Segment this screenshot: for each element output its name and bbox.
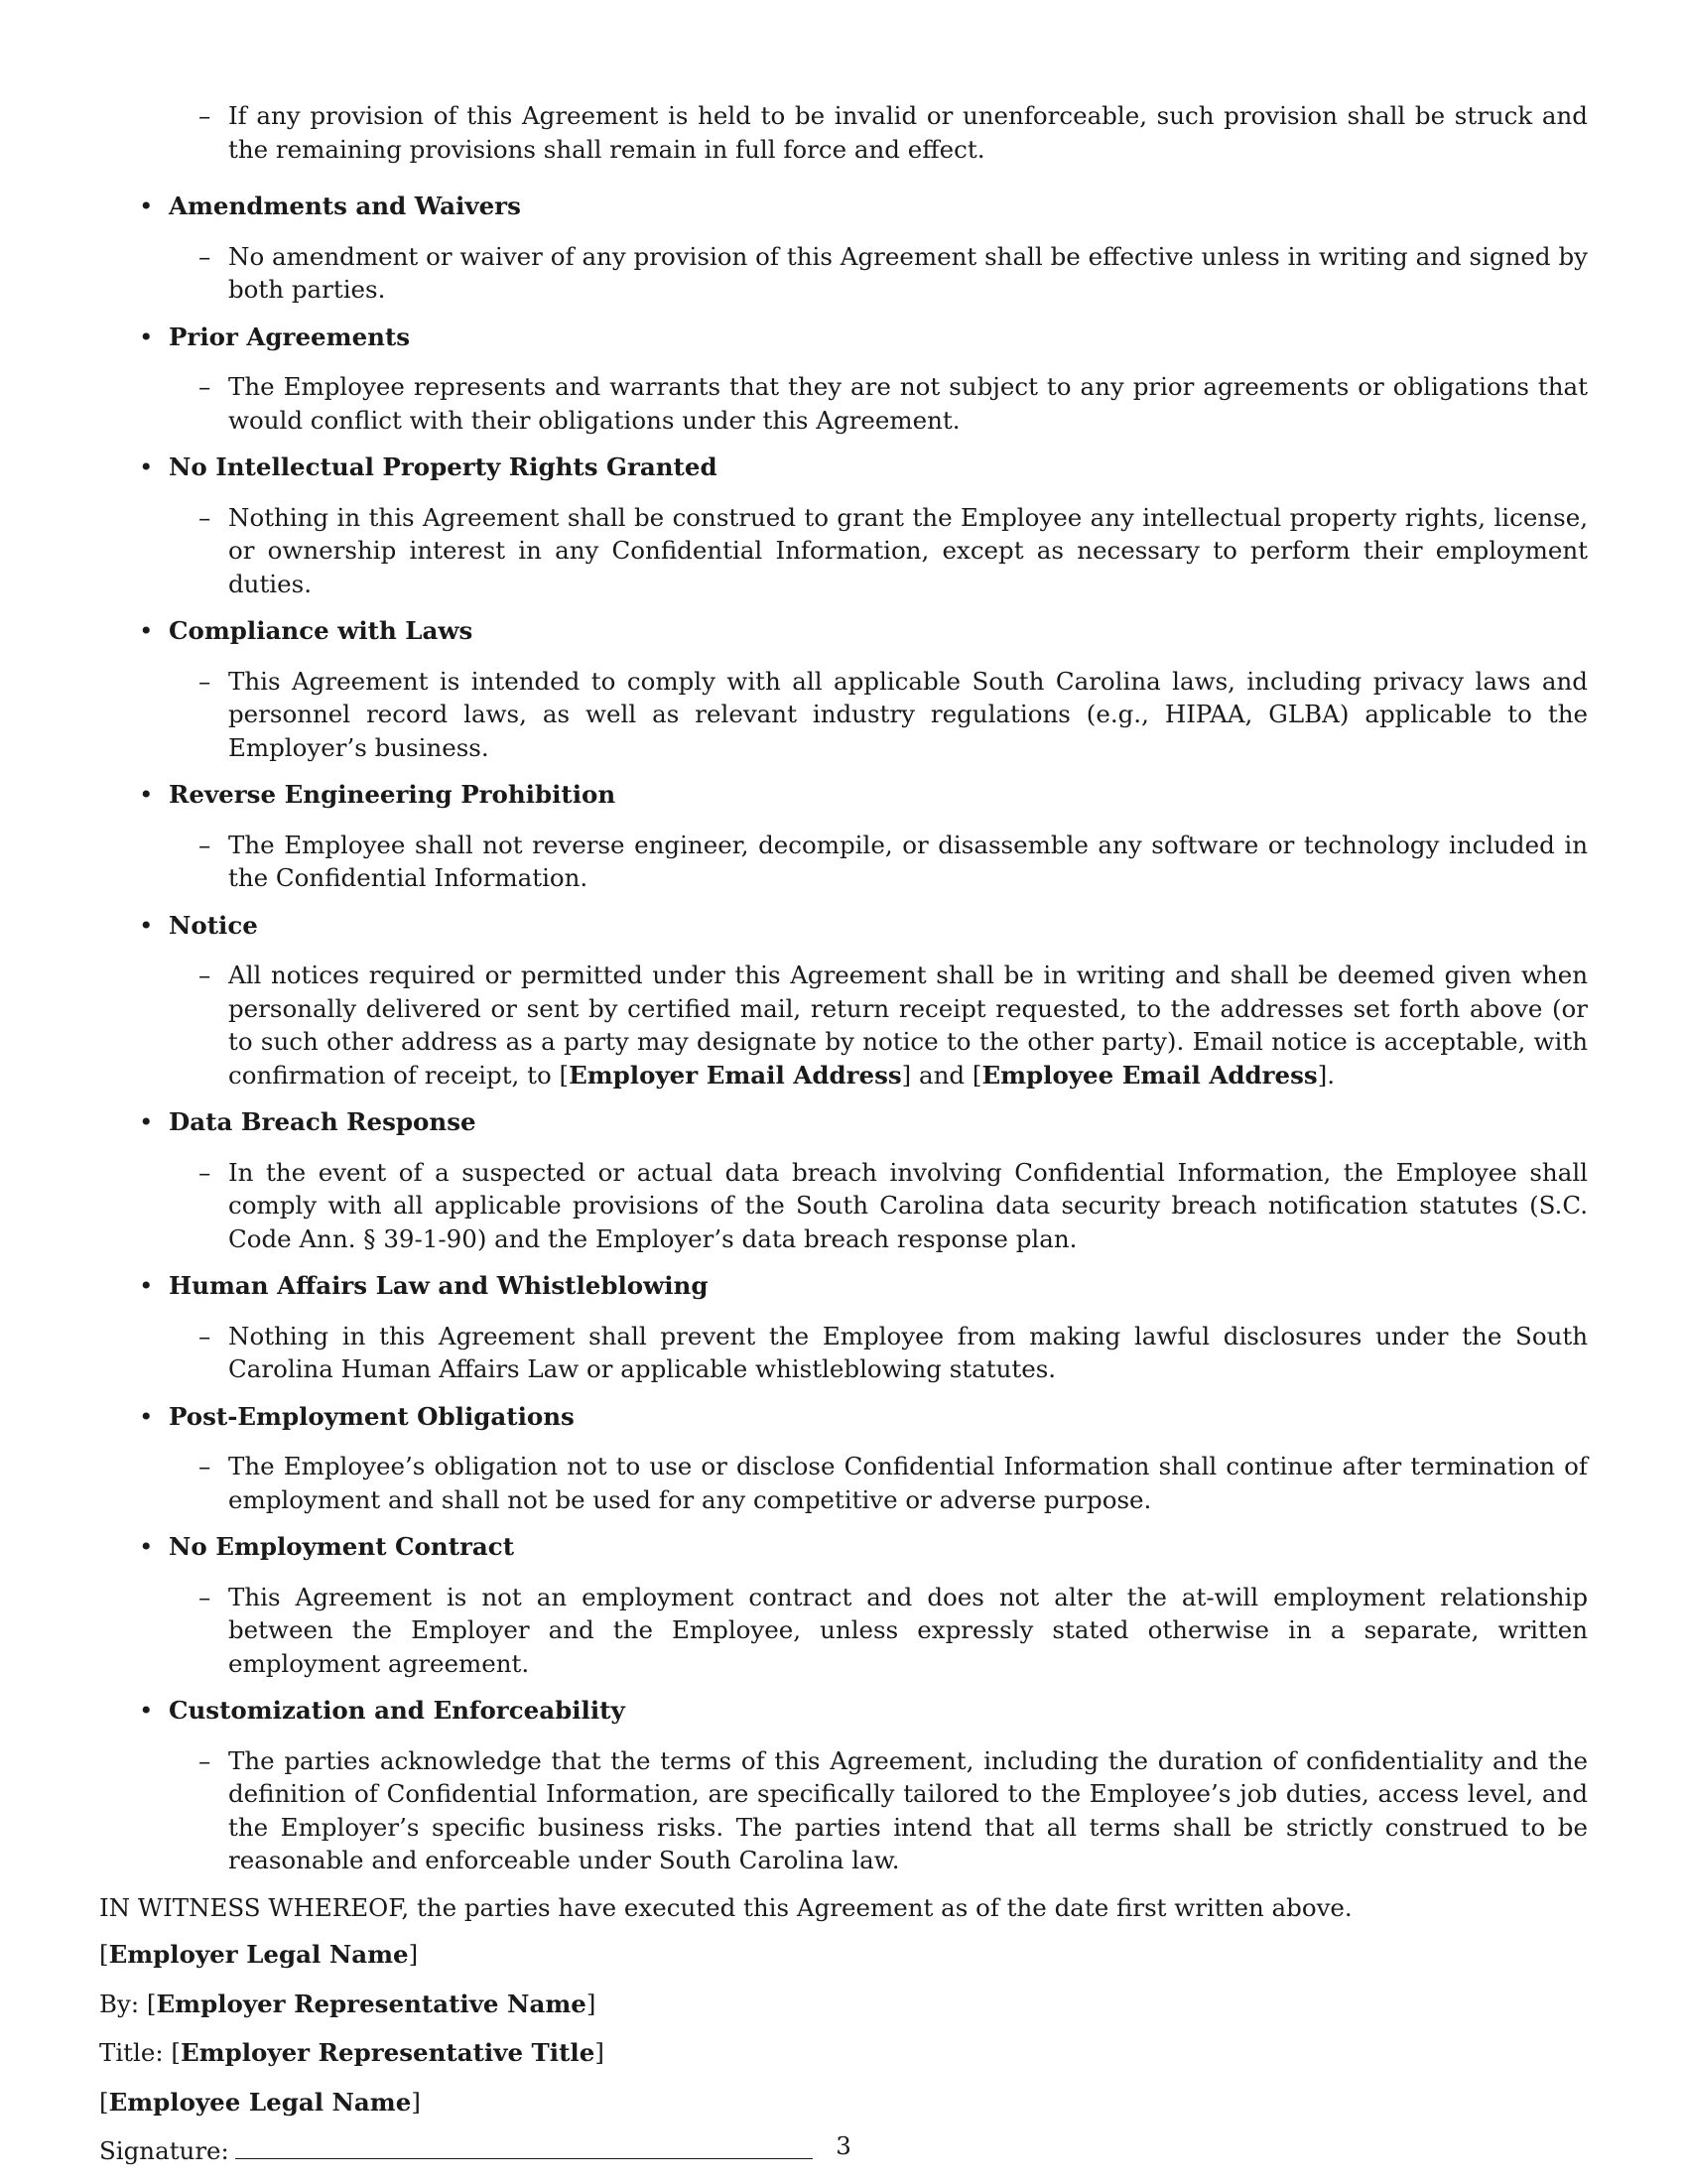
section-prior-agreements xyxy=(99,321,1588,438)
employer-legal-name-placeholder: Employer Legal Name xyxy=(108,1940,409,1969)
section-data-breach xyxy=(99,1105,1588,1255)
dash-marker: – xyxy=(198,241,211,271)
document-body xyxy=(99,99,1588,2184)
section-reverse-engineering xyxy=(99,778,1588,895)
section-text: Nothing in this Agreement shall prevent the Employee from making lawful disclosures under the South Carolina Human Affairs Law or applicable whistleblowing statutes. xyxy=(228,1321,1588,1383)
section-title xyxy=(99,1530,1588,1564)
section-text: The parties acknowledge that the terms of this Agreement, including the duration of confidentiality and the definition of Confidential Information, are specifically tailored to the Employee’s job duties, access level, and the Employer’s specific business risks. The parties intend that all terms shall be strictly construed to be reasonable and enforceable under South Carolina law. xyxy=(228,1745,1588,1874)
section-item xyxy=(99,1744,1588,1877)
bullet-marker: • xyxy=(139,1696,154,1725)
section-title-text: Reverse Engineering Prohibition xyxy=(169,780,616,809)
section-title-text: Prior Agreements xyxy=(169,321,411,351)
signature-label: Signature: xyxy=(99,2136,229,2165)
section-notice xyxy=(99,909,1588,1092)
section-list xyxy=(99,190,1588,1877)
dash-marker: – xyxy=(198,101,211,130)
severability-item xyxy=(99,99,1588,166)
section-item xyxy=(99,501,1588,601)
employee-name-line: [Employee Legal Name] xyxy=(99,2087,421,2117)
bullet-marker: • xyxy=(139,1532,154,1561)
section-title xyxy=(99,321,1588,354)
notice-text-before: All notices required or permitted under this Agreement shall be in writing and shall be deemed given when personally delivered or sent by certified mail, return receipt requested, to the addresses set forth above (or to such other address as a party may designate by notice to the other party). Email notice is acceptable, with confirmation of receipt, to [ xyxy=(228,961,1588,1090)
bullet-marker: • xyxy=(139,910,154,940)
employee-legal-name-placeholder: Employee Legal Name xyxy=(108,2087,412,2117)
dash-marker: – xyxy=(198,372,211,401)
employer-rep-name-placeholder: Employer Representative Name xyxy=(156,1989,586,2018)
section-title xyxy=(99,778,1588,812)
dash-marker: – xyxy=(198,666,211,696)
section-item xyxy=(99,959,1588,1092)
section-human-affairs xyxy=(99,1269,1588,1386)
employer-email-placeholder: Employer Email Address xyxy=(569,1060,902,1090)
by-line: By: [Employer Representative Name] xyxy=(99,1989,596,2018)
dash-marker: – xyxy=(198,830,211,859)
title-label: Title: xyxy=(99,2038,164,2067)
section-text: This Agreement is not an employment contract and does not alter the at-will employment relationship between the Employer and the Employee, unless expressly stated otherwise in a separate, written employment agreement. xyxy=(228,1582,1588,1678)
bullet-marker: • xyxy=(139,321,154,351)
dash-marker: – xyxy=(198,1321,211,1350)
section-title-text: Post-Employment Obligations xyxy=(169,1401,575,1431)
bullet-marker: • xyxy=(139,1271,154,1300)
section-text: Nothing in this Agreement shall be construed to grant the Employee any intellectual property rights, license, or ownership interest in any Confidential Information, except as necessary to perform their employment duties. xyxy=(228,502,1588,598)
section-title-text: Amendments and Waivers xyxy=(169,192,521,220)
section-title-text: Compliance with Laws xyxy=(169,616,473,645)
employee-email-placeholder: Employee Email Address xyxy=(981,1060,1318,1090)
section-customization xyxy=(99,1694,1588,1877)
bullet-marker: • xyxy=(139,192,154,220)
dash-marker: – xyxy=(198,961,211,989)
bullet-marker: • xyxy=(139,1107,154,1136)
section-text: This Agreement is intended to comply with all applicable South Carolina laws, including privacy laws and personnel record laws, as well as relevant industry regulations (e.g., HIPAA, GLBA) applicable to the Employer’s business. xyxy=(228,666,1588,762)
section-title-text: Human Affairs Law and Whistleblowing xyxy=(169,1271,709,1300)
section-title-text: Customization and Enforceability xyxy=(169,1696,625,1725)
page-number: 3 xyxy=(836,2131,851,2160)
section-post-employment xyxy=(99,1400,1588,1517)
section-no-ip-rights xyxy=(99,450,1588,600)
section-title-text: Data Breach Response xyxy=(169,1107,476,1136)
section-text: The Employee shall not reverse engineer, decompile, or disassemble any software or technology included in the Confidential Information. xyxy=(228,830,1588,892)
section-title xyxy=(99,1400,1588,1434)
section-text: No amendment or waiver of any provision of this Agreement shall be effective unless in writing and signed by both parties. xyxy=(228,241,1588,304)
notice-text-after: ]. xyxy=(1317,1060,1336,1090)
section-item xyxy=(99,665,1588,765)
severability-text: If any provision of this Agreement is held to be invalid or unenforceable, such provision shall be struck and the remaining provisions shall remain in full force and effect. xyxy=(228,101,1588,164)
section-item xyxy=(99,1581,1588,1681)
witness-clause: IN WITNESS WHEREOF, the parties have executed this Agreement as of the date first written above. xyxy=(99,1892,1353,1922)
employer-name-line: [Employer Legal Name] xyxy=(99,1940,419,1969)
notice-text-middle: ] and [ xyxy=(901,1060,982,1090)
section-item xyxy=(99,240,1588,307)
title-line: Title: [Employer Representative Title] xyxy=(99,2038,604,2067)
bullet-marker: • xyxy=(139,452,154,481)
section-amendments-waivers xyxy=(99,190,1588,307)
section-item xyxy=(99,1450,1588,1516)
section-text: The Employee’s obligation not to use or disclose Confidential Information shall continue after termination of employment and shall not be used for any competitive or adverse purpose. xyxy=(228,1452,1588,1514)
section-title-text: No Employment Contract xyxy=(169,1532,515,1561)
dash-marker: – xyxy=(198,1745,211,1775)
section-title xyxy=(99,1105,1588,1139)
dash-marker: – xyxy=(198,1582,211,1611)
section-text: The Employee represents and warrants that they are not subject to any prior agreements or obligations that would conflict with their obligations under this Agreement. xyxy=(228,372,1588,435)
section-item xyxy=(99,370,1588,437)
dash-marker: – xyxy=(198,1452,211,1480)
section-item xyxy=(99,1156,1588,1256)
bullet-marker: • xyxy=(139,616,154,645)
employer-rep-title-placeholder: Employer Representative Title xyxy=(180,2038,595,2067)
section-title xyxy=(99,1694,1588,1728)
section-item xyxy=(99,829,1588,895)
section-title-text: Notice xyxy=(169,910,258,940)
section-title xyxy=(99,450,1588,484)
section-compliance-laws xyxy=(99,614,1588,764)
section-title xyxy=(99,190,1588,223)
section-title xyxy=(99,614,1588,648)
by-label: By: xyxy=(99,1989,140,2018)
section-text: In the event of a suspected or actual data breach involving Confidential Information, the Employee shall comply with all applicable provisions of the South Carolina data security breach notification statutes (S.C. Code Ann. § 39-1-90) and the Employer’s data breach response plan. xyxy=(228,1157,1588,1253)
section-title xyxy=(99,909,1588,943)
dash-marker: – xyxy=(198,1157,211,1187)
bullet-marker: • xyxy=(139,1401,154,1431)
bullet-marker: • xyxy=(139,780,154,809)
section-item xyxy=(99,1320,1588,1386)
section-no-employment-contract xyxy=(99,1530,1588,1680)
section-title xyxy=(99,1269,1588,1303)
dash-marker: – xyxy=(198,502,211,532)
section-title-text: No Intellectual Property Rights Granted xyxy=(169,452,717,481)
